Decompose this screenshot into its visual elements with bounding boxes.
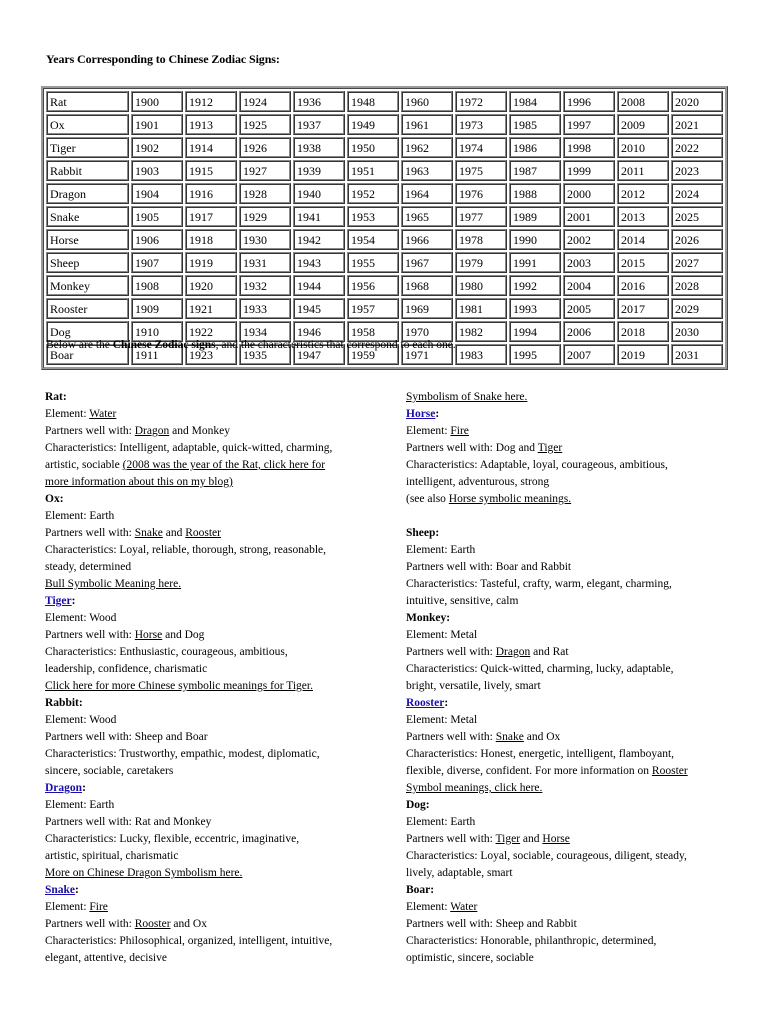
table-row	[46, 252, 723, 273]
year-cell: 2029	[671, 298, 723, 319]
year-cell: 1925	[239, 114, 291, 135]
rat-blog-link[interactable]: (2008 was the year of the Rat, click here for	[122, 459, 326, 471]
year-cell: 1994	[509, 321, 561, 342]
snake-heading: Snake:	[45, 884, 79, 896]
year-cell: 1921	[185, 298, 237, 319]
snake-element-link[interactable]: Fire	[89, 901, 108, 913]
year-cell: 2007	[563, 344, 615, 365]
year-cell: 1954	[347, 229, 399, 250]
tiger-symbolic-link[interactable]: Click here for more Chinese symbolic meanings for Tiger.	[45, 680, 313, 692]
spacer	[406, 508, 736, 525]
year-cell: 1932	[239, 275, 291, 296]
table-row	[46, 183, 723, 204]
year-cell: 1903	[131, 160, 183, 181]
year-cell: 1943	[293, 252, 345, 273]
dog-partner-horse-link[interactable]: Horse	[542, 833, 570, 845]
horse-partners: Partners well with: Dog and Tiger	[406, 442, 563, 454]
year-cell: 1920	[185, 275, 237, 296]
sign-cell: Dragon	[46, 183, 129, 204]
year-cell: 1912	[185, 91, 237, 112]
year-cell: 1965	[401, 206, 453, 227]
year-cell: 1957	[347, 298, 399, 319]
dog-characteristics: Characteristics: Loyal, sociable, courageous, diligent, steady,	[406, 850, 687, 862]
year-cell: 2003	[563, 252, 615, 273]
year-cell: 1937	[293, 114, 345, 135]
sheep-characteristics-2: intuitive, sensitive, calm	[406, 595, 519, 607]
dragon-characteristics: Characteristics: Lucky, flexible, eccentric, imaginative,	[45, 833, 300, 845]
year-cell: 2031	[671, 344, 723, 365]
year-cell: 1962	[401, 137, 453, 158]
rooster-symbol-link-cont[interactable]: Symbol meanings, click here.	[406, 782, 543, 794]
year-cell: 1939	[293, 160, 345, 181]
year-cell: 1913	[185, 114, 237, 135]
year-cell: 1934	[239, 321, 291, 342]
boar-partners: Partners well with: Sheep and Rabbit	[406, 918, 577, 930]
year-cell: 1979	[455, 252, 507, 273]
table-row	[46, 137, 723, 158]
right-column	[406, 389, 736, 967]
rat-characteristics: Characteristics: Intelligent, adaptable, quick-witted, charming,	[45, 442, 333, 454]
year-cell: 1933	[239, 298, 291, 319]
table-row	[46, 206, 723, 227]
year-cell: 2010	[617, 137, 669, 158]
rat-element: Element: Water	[45, 408, 117, 420]
ox-partners: Partners well with: Snake and Rooster	[45, 527, 221, 539]
horse-element: Element: Fire	[406, 425, 469, 437]
intro-after: , and the characteristics that correspond to each one.	[215, 339, 456, 351]
year-cell: 2008	[617, 91, 669, 112]
year-cell: 2030	[671, 321, 723, 342]
rooster-heading: Rooster:	[406, 697, 449, 709]
dragon-heading: Dragon:	[45, 782, 86, 794]
rooster-characteristics: Characteristics: Honest, energetic, intelligent, flamboyant,	[406, 748, 675, 760]
year-cell: 1904	[131, 183, 183, 204]
year-cell: 1968	[401, 275, 453, 296]
year-cell: 1948	[347, 91, 399, 112]
year-cell: 2005	[563, 298, 615, 319]
tiger-heading: Tiger:	[45, 595, 76, 607]
table-row	[46, 229, 723, 250]
boar-characteristics: Characteristics: Honorable, philanthropic, determined,	[406, 935, 657, 947]
sign-cell: Snake	[46, 206, 129, 227]
rooster-characteristics-2: flexible, diverse, confident. For more information on Rooster	[406, 765, 688, 777]
table-row	[46, 91, 723, 112]
year-cell: 1949	[347, 114, 399, 135]
sign-cell: Dog	[46, 321, 129, 342]
year-cell: 1983	[455, 344, 507, 365]
monkey-characteristics: Characteristics: Quick-witted, charming, lucky, adaptable,	[406, 663, 674, 675]
year-cell: 1924	[239, 91, 291, 112]
dragon-link-line	[45, 865, 375, 882]
year-cell: 1993	[509, 298, 561, 319]
sheep-element: Element: Earth	[406, 544, 476, 556]
boar-element-link[interactable]: Water	[450, 901, 478, 913]
sign-cell: Sheep	[46, 252, 129, 273]
horse-element-link[interactable]: Fire	[450, 425, 469, 437]
year-cell: 2027	[671, 252, 723, 273]
tiger-heading-link[interactable]: Tiger	[45, 595, 72, 607]
year-cell: 1997	[563, 114, 615, 135]
ox-characteristics: Characteristics: Loyal, reliable, thorough, strong, reasonable,	[45, 544, 327, 556]
year-cell: 2021	[671, 114, 723, 135]
tiger-link-line	[45, 678, 375, 695]
year-cell: 1917	[185, 206, 237, 227]
year-cell: 2001	[563, 206, 615, 227]
year-cell: 1918	[185, 229, 237, 250]
tiger-characteristics-2: leadership, confidence, charismatic	[45, 663, 208, 675]
year-cell: 2016	[617, 275, 669, 296]
dog-characteristics-2: lively, adaptable, smart	[406, 867, 513, 879]
intro-bold: Chinese Zodiac signs	[112, 339, 216, 351]
dog-partners: Partners well with: Tiger and Horse	[406, 833, 570, 845]
year-cell: 1906	[131, 229, 183, 250]
horse-partner-tiger-link[interactable]: Tiger	[537, 442, 563, 454]
boar-heading: Boar:	[406, 884, 435, 896]
year-cell: 1908	[131, 275, 183, 296]
year-cell: 1947	[293, 344, 345, 365]
dragon-heading-link[interactable]: Dragon	[45, 782, 83, 794]
year-cell: 1986	[509, 137, 561, 158]
ox-element: Element: Earth	[45, 510, 115, 522]
ox-partner-rooster-link[interactable]: Rooster	[185, 527, 221, 539]
year-cell: 1940	[293, 183, 345, 204]
ox-partner-snake-link[interactable]: Snake	[134, 527, 163, 539]
year-cell: 1928	[239, 183, 291, 204]
year-cell: 1916	[185, 183, 237, 204]
monkey-element: Element: Metal	[406, 629, 478, 641]
year-cell: 1941	[293, 206, 345, 227]
table-row	[46, 298, 723, 319]
year-cell: 1931	[239, 252, 291, 273]
sign-cell: Rabbit	[46, 160, 129, 181]
sheep-characteristics: Characteristics: Tasteful, crafty, warm, elegant, charming,	[406, 578, 672, 590]
year-cell: 2025	[671, 206, 723, 227]
year-cell: 2000	[563, 183, 615, 204]
dragon-characteristics-2: artistic, spiritual, charismatic	[45, 850, 179, 862]
year-cell: 2022	[671, 137, 723, 158]
year-cell: 2020	[671, 91, 723, 112]
snake-partner-rooster-link[interactable]: Rooster	[134, 918, 171, 930]
year-cell: 1942	[293, 229, 345, 250]
year-cell: 1992	[509, 275, 561, 296]
year-cell: 1909	[131, 298, 183, 319]
year-cell: 2028	[671, 275, 723, 296]
year-cell: 1976	[455, 183, 507, 204]
left-column	[45, 389, 375, 967]
tiger-partner-horse-link[interactable]: Horse	[134, 629, 163, 641]
tiger-characteristics: Characteristics: Enthusiastic, courageous, ambitious,	[45, 646, 288, 658]
dragon-partners: Partners well with: Rat and Monkey	[45, 816, 212, 828]
ox-characteristics-2: steady, determined	[45, 561, 132, 573]
year-cell: 1987	[509, 160, 561, 181]
year-cell: 1964	[401, 183, 453, 204]
sign-cell: Rat	[46, 91, 129, 112]
year-cell: 2019	[617, 344, 669, 365]
year-cell: 1989	[509, 206, 561, 227]
year-cell: 2009	[617, 114, 669, 135]
year-cell: 1935	[239, 344, 291, 365]
year-cell: 1905	[131, 206, 183, 227]
year-cell: 1999	[563, 160, 615, 181]
sheep-partners: Partners well with: Boar and Rabbit	[406, 561, 572, 573]
year-cell: 1971	[401, 344, 453, 365]
year-cell: 1929	[239, 206, 291, 227]
snake-link-line	[406, 389, 736, 406]
rat-characteristics-2: artistic, sociable (2008 was the year of the Rat, click here for	[45, 459, 326, 471]
year-cell: 1910	[131, 321, 183, 342]
sign-cell: Monkey	[46, 275, 129, 296]
year-cell: 1995	[509, 344, 561, 365]
page-title: Years Corresponding to Chinese Zodiac Signs:	[46, 52, 280, 66]
sign-cell: Boar	[46, 344, 129, 365]
year-cell: 1945	[293, 298, 345, 319]
horse-characteristics: Characteristics: Adaptable, loyal, courageous, ambitious,	[406, 459, 668, 471]
rabbit-partners: Partners well with: Sheep and Boar	[45, 731, 208, 743]
year-cell: 2017	[617, 298, 669, 319]
table-row	[46, 160, 723, 181]
year-cell: 1977	[455, 206, 507, 227]
rooster-partners: Partners well with: Snake and Ox	[406, 731, 561, 743]
intro-text	[46, 339, 456, 351]
horse-heading-link[interactable]: Horse	[406, 408, 436, 420]
horse-characteristics-2: intelligent, adventurous, strong	[406, 476, 550, 488]
ox-heading: Ox:	[45, 493, 64, 505]
rabbit-heading: Rabbit:	[45, 697, 83, 709]
rat-partner-dragon-link[interactable]: Dragon	[134, 425, 170, 437]
horse-symbolic-link[interactable]: Horse symbolic meanings.	[448, 493, 572, 505]
monkey-heading: Monkey:	[406, 612, 451, 624]
year-cell: 1978	[455, 229, 507, 250]
year-cell: 1944	[293, 275, 345, 296]
boar-characteristics-2: optimistic, sincere, sociable	[406, 952, 534, 964]
rooster-heading-link[interactable]: Rooster	[406, 697, 445, 709]
rabbit-characteristics: Characteristics: Trustworthy, empathic, modest, diplomatic,	[45, 748, 320, 760]
year-cell: 1930	[239, 229, 291, 250]
year-cell: 1956	[347, 275, 399, 296]
table-row	[46, 114, 723, 135]
rooster-element: Element: Metal	[406, 714, 478, 726]
year-cell: 1972	[455, 91, 507, 112]
year-cell: 1988	[509, 183, 561, 204]
year-cell: 1985	[509, 114, 561, 135]
zodiac-years-table	[41, 86, 728, 370]
year-cell: 1966	[401, 229, 453, 250]
snake-heading-link[interactable]: Snake	[45, 884, 76, 896]
year-cell: 1907	[131, 252, 183, 273]
boar-element: Element: Water	[406, 901, 478, 913]
year-cell: 2015	[617, 252, 669, 273]
year-cell: 1923	[185, 344, 237, 365]
year-cell: 1963	[401, 160, 453, 181]
table-row	[46, 275, 723, 296]
year-cell: 1970	[401, 321, 453, 342]
year-cell: 1980	[455, 275, 507, 296]
dog-heading: Dog:	[406, 799, 430, 811]
year-cell: 2004	[563, 275, 615, 296]
snake-characteristics-2: elegant, attentive, decisive	[45, 952, 167, 964]
snake-symbolism-link[interactable]: Symbolism of Snake here.	[406, 391, 528, 403]
intro-before: Below are the	[46, 339, 113, 351]
year-cell: 1914	[185, 137, 237, 158]
rabbit-element: Element: Wood	[45, 714, 117, 726]
monkey-partners: Partners well with: Dragon and Rat	[406, 646, 569, 658]
tiger-partners: Partners well with: Horse and Dog	[45, 629, 205, 641]
snake-element: Element: Fire	[45, 901, 108, 913]
bull-symbolic-link[interactable]: Bull Symbolic Meaning here.	[45, 578, 182, 590]
year-cell: 2026	[671, 229, 723, 250]
rat-partners: Partners well with: Dragon and Monkey	[45, 425, 230, 437]
year-cell: 1926	[239, 137, 291, 158]
year-cell: 1936	[293, 91, 345, 112]
year-cell: 1927	[239, 160, 291, 181]
year-cell: 2012	[617, 183, 669, 204]
dragon-symbolism-link[interactable]: More on Chinese Dragon Symbolism here.	[45, 867, 243, 879]
rat-element-link[interactable]: Water	[89, 408, 117, 420]
year-cell: 1991	[509, 252, 561, 273]
year-cell: 2002	[563, 229, 615, 250]
year-cell: 1990	[509, 229, 561, 250]
year-cell: 1998	[563, 137, 615, 158]
year-cell: 1950	[347, 137, 399, 158]
year-cell: 1981	[455, 298, 507, 319]
year-cell: 1952	[347, 183, 399, 204]
snake-characteristics: Characteristics: Philosophical, organized, intelligent, intuitive,	[45, 935, 333, 947]
year-cell: 1959	[347, 344, 399, 365]
year-cell: 1946	[293, 321, 345, 342]
year-cell: 1960	[401, 91, 453, 112]
year-cell: 2014	[617, 229, 669, 250]
dragon-element: Element: Earth	[45, 799, 115, 811]
year-cell: 1955	[347, 252, 399, 273]
year-cell: 1951	[347, 160, 399, 181]
year-cell: 1982	[455, 321, 507, 342]
sheep-heading: Sheep:	[406, 527, 440, 539]
monkey-characteristics-2: bright, versatile, lively, smart	[406, 680, 541, 692]
sign-cell: Rooster	[46, 298, 129, 319]
year-cell: 1911	[131, 344, 183, 365]
sign-cell: Horse	[46, 229, 129, 250]
year-cell: 1902	[131, 137, 183, 158]
year-cell: 1900	[131, 91, 183, 112]
year-cell: 1961	[401, 114, 453, 135]
year-cell: 2024	[671, 183, 723, 204]
sign-cell: Ox	[46, 114, 129, 135]
monkey-partner-dragon-link[interactable]: Dragon	[495, 646, 531, 658]
year-cell: 1922	[185, 321, 237, 342]
year-cell: 1958	[347, 321, 399, 342]
year-cell: 1973	[455, 114, 507, 135]
year-cell: 1996	[563, 91, 615, 112]
rat-blog-link-cont[interactable]: more information about this on my blog)	[45, 476, 233, 488]
year-cell: 1967	[401, 252, 453, 273]
year-cell: 2018	[617, 321, 669, 342]
rat-blog-link-2	[45, 474, 375, 491]
year-cell: 1915	[185, 160, 237, 181]
year-cell: 1975	[455, 160, 507, 181]
year-cell: 1938	[293, 137, 345, 158]
rooster-link-line	[406, 780, 736, 797]
year-cell: 2006	[563, 321, 615, 342]
horse-heading: Horse:	[406, 408, 440, 420]
year-cell: 1974	[455, 137, 507, 158]
year-cell: 2023	[671, 160, 723, 181]
year-cell: 1919	[185, 252, 237, 273]
year-cell: 1901	[131, 114, 183, 135]
dog-partner-tiger-link[interactable]: Tiger	[495, 833, 521, 845]
sign-cell: Tiger	[46, 137, 129, 158]
year-cell: 1984	[509, 91, 561, 112]
ox-link-line	[45, 576, 375, 593]
rat-heading: Rat:	[45, 391, 67, 403]
rooster-partner-snake-link[interactable]: Snake	[495, 731, 524, 743]
year-cell: 2013	[617, 206, 669, 227]
year-cell: 1953	[347, 206, 399, 227]
rooster-symbol-link[interactable]: Rooster	[651, 765, 688, 777]
rabbit-characteristics-2: sincere, sociable, caretakers	[45, 765, 174, 777]
year-cell: 2011	[617, 160, 669, 181]
snake-partners: Partners well with: Rooster and Ox	[45, 918, 207, 930]
dog-element: Element: Earth	[406, 816, 476, 828]
horse-see-also: (see also Horse symbolic meanings.	[406, 493, 572, 505]
tiger-element: Element: Wood	[45, 612, 117, 624]
year-cell: 1969	[401, 298, 453, 319]
